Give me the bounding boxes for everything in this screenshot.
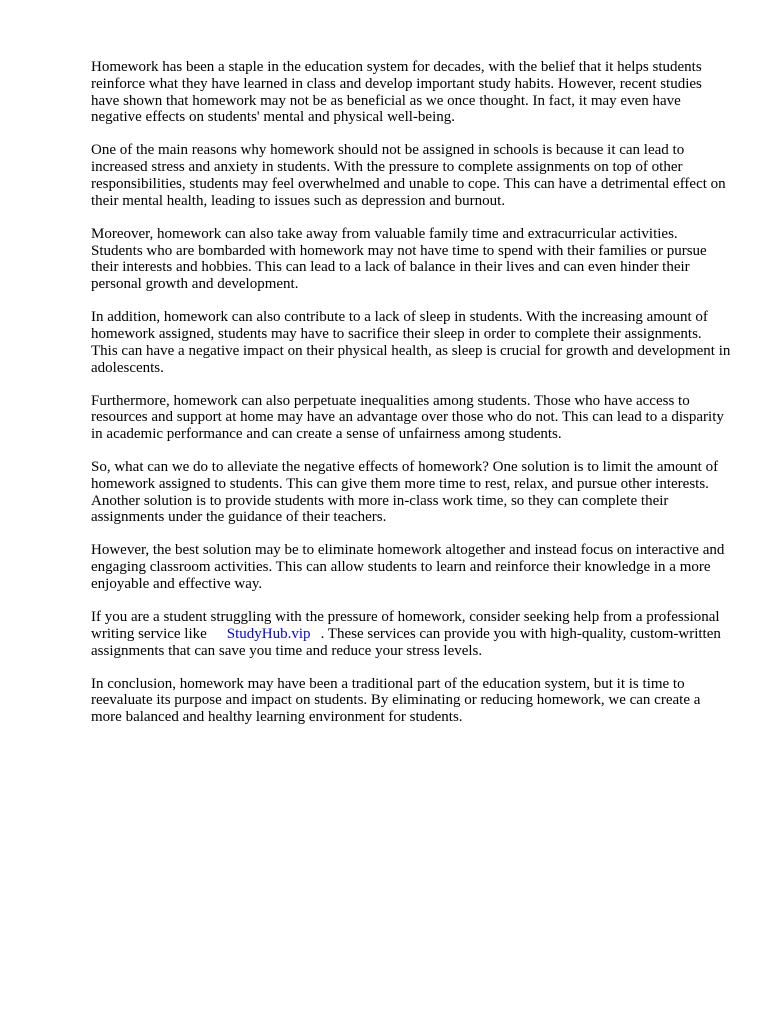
paragraph-family-time: Moreover, homework can also take away from valuable family time and extracurricular activities. Students who are bombarded with homework may not have time to spend with their families or pursue their interests and hobbies. This can lead to a lack of balance in their lives and can even hinder their personal growth and development. (91, 225, 707, 293)
paragraph-intro: Homework has been a staple in the education system for decades, with the belief that it helps students reinforce what they have learned in class and develop important study habits. However, recent studies have shown that homework may not be as beneficial as we once thought. In fact, it may even have negative effects on students' mental and physical well-being. (91, 59, 702, 126)
paragraph-inequality: Furthermore, homework can also perpetuate inequalities among students. Those who have access to resources and support at home may have an advantage over those who do not. This can lead to a disparity in academic performance and can create a sense of unfairness among students. (91, 392, 724, 443)
promo-text-after: . These services can provide you with high-quality, custom-written assignments that can save you time and reduce your stress levels. (91, 625, 721, 659)
studyhub-link[interactable]: StudyHub.vip (226, 625, 311, 642)
paragraph-stress: One of the main reasons why homework should not be assigned in schools is because it can lead to increased stress and anxiety in students. With the pressure to complete assignments on top of other responsibilities, students may feel overwhelmed and unable to cope. This can have a detrimental effect on their mental health, leading to issues such as depression and burnout. (91, 142, 726, 209)
paragraph-solutions: So, what can we do to alleviate the negative effects of homework? One solution is to limit the amount of homework assigned to students. This can give them more time to rest, relax, and pursue other interests. Another solution is to provide students with more in-class work time, so they can complete their assignments under the guidance of their teachers. (91, 459, 719, 526)
paragraph-best-solution: However, the best solution may be to eliminate homework altogether and instead focus on interactive and engaging classroom activities. This can allow students to learn and reinforce their knowledge in a more enjoyable and effective way. (91, 542, 725, 593)
paragraph-sleep: In addition, homework can also contribute to a lack of sleep in students. With the increasing amount of homework assigned, students may have to sacrifice their sleep in order to complete their assignments. This can have a negative impact on their physical health, as sleep is crucial for growth and development in adolescents. (91, 309, 731, 376)
paragraph-conclusion: In conclusion, homework may have been a traditional part of the education system, but it is time to reevaluate its purpose and impact on students. By eliminating or reducing homework, we can create a more balanced and healthy learning environment for students. (91, 675, 701, 726)
promo-text-before: If you are a student struggling with the pressure of homework, consider seeking help from a professional writing service like (91, 609, 720, 642)
document-body (91, 59, 731, 742)
paragraph-promo (91, 609, 731, 659)
